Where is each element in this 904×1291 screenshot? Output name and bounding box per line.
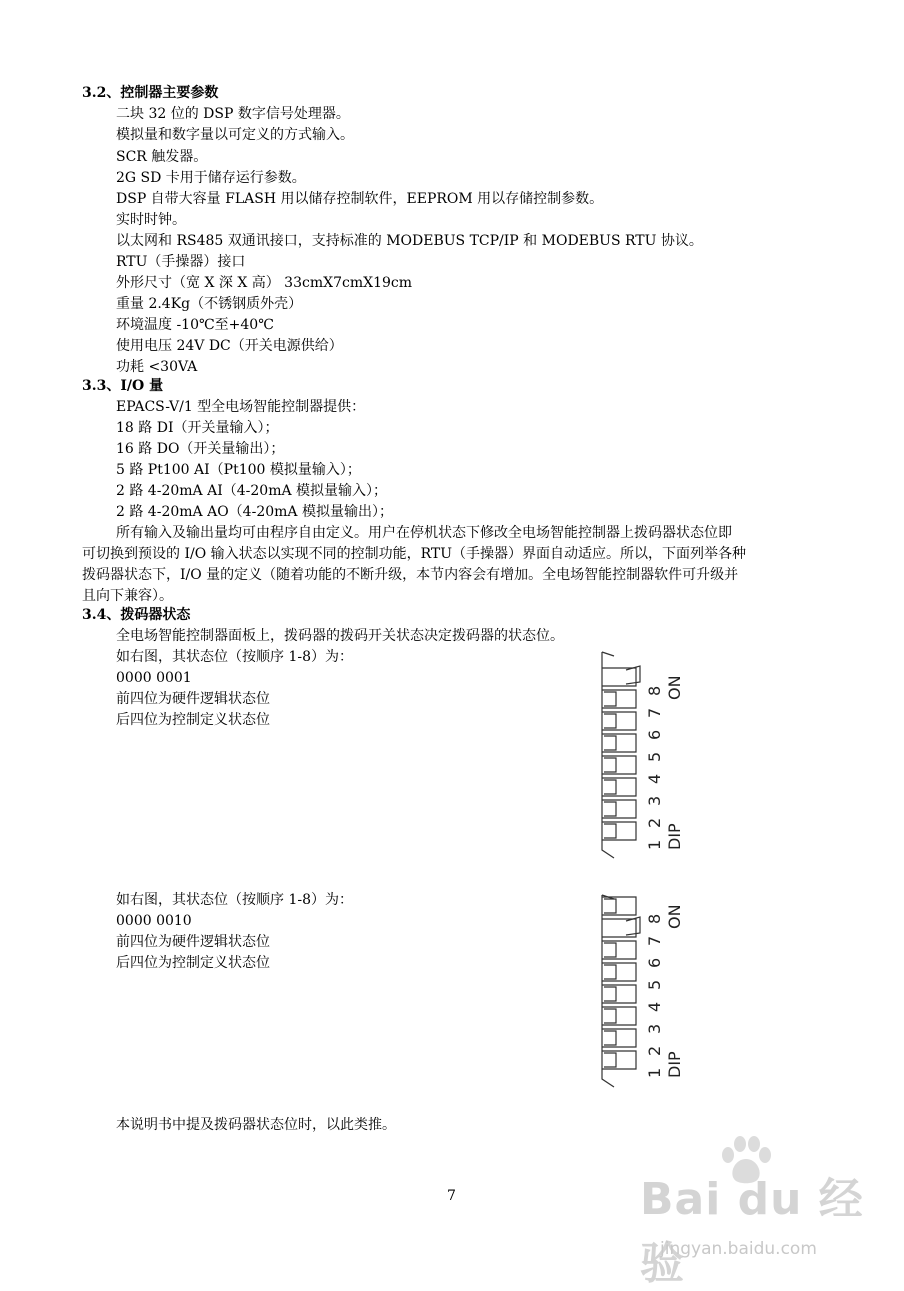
dip-intro: 全电场智能控制器面板上，拨码器的拨码开关状态决定拨码器的状态位。: [116, 628, 564, 644]
dip-number: 2: [645, 1045, 664, 1056]
dip-number: 2: [645, 817, 664, 828]
dip-number: 4: [645, 1001, 664, 1012]
watermark-url: jingyan.baidu.com: [660, 1239, 817, 1259]
on-label: ON: [665, 675, 684, 700]
spec-item: 2G SD 卡用于储存运行参数。: [116, 170, 306, 186]
page-number: 7: [447, 1188, 456, 1204]
dip-number: 8: [645, 913, 664, 924]
example1-line: 如右图，其状态位（按顺序 1-8）为：: [116, 649, 353, 665]
spec-item: 二块 32 位的 DSP 数字信号处理器。: [116, 106, 350, 122]
io-paragraph-line: 所有输入及输出量均可由程序自由定义。用户在停机状态下修改全电场智能控制器上拨码器状态位即: [116, 525, 732, 541]
example1-line: 后四位为控制定义状态位: [116, 712, 270, 728]
section-3-2-heading: 3.2、控制器主要参数: [82, 85, 219, 101]
baidu-watermark: [640, 1135, 890, 1289]
io-paragraph-line: 可切换到预设的 I/O 输入状态以实现不同的控制功能，RTU（手操器）界面自动适应。所以，下面列举各种: [82, 546, 747, 562]
dip-number: 3: [645, 1023, 664, 1034]
dip-number: 1: [645, 839, 664, 850]
io-item: 16 路 DO（开关量输出）；: [116, 441, 285, 457]
spec-item: 使用电压 24V DC（开关电源供给）: [116, 338, 343, 354]
spec-item: 功耗 <30VA: [116, 359, 198, 375]
example2-line: 后四位为控制定义状态位: [116, 955, 270, 971]
example1-state: 0000 0001: [116, 670, 192, 686]
dip-switch-5: [602, 963, 636, 981]
example2-state: 0000 0010: [116, 913, 192, 929]
example2-line: 如右图，其状态位（按顺序 1-8）为：: [116, 892, 353, 908]
switch-slots-2: [602, 897, 640, 1069]
example1-line: 前四位为硬件逻辑状态位: [116, 691, 270, 707]
example2-line: 前四位为硬件逻辑状态位: [116, 934, 270, 950]
dip-label: DIP: [665, 1051, 684, 1078]
dip-number: 6: [645, 957, 664, 968]
dip-switch-8: [602, 666, 640, 686]
io-item: 2 路 4-20mA AO（4-20mA 模拟量输出）；: [116, 504, 393, 520]
dip-number: 5: [645, 979, 664, 990]
dip-number: 7: [645, 707, 664, 718]
dip-number: 8: [645, 685, 664, 696]
dip-number: 4: [645, 773, 664, 784]
section-3-4-heading: 3.4、拨码器状态: [82, 607, 191, 623]
dip-switch-7: [602, 917, 640, 937]
spec-item: DSP 自带大容量 FLASH 用以储存控制软件，EEPROM 用以存储控制参数。: [116, 191, 604, 207]
dip-number: 1: [645, 1067, 664, 1078]
spec-item: 环境温度 -10℃至+40℃: [116, 317, 274, 333]
io-paragraph-line: 拨码器状态下，I/O 量的定义（随着功能的不断升级，本节内容会有增加。全电场智能控制器软件可升级并: [82, 567, 739, 583]
on-label: ON: [665, 904, 684, 929]
watermark-brand: Bai du 经验: [640, 1174, 864, 1289]
io-paragraph-line: 且向下兼容）。: [82, 588, 173, 604]
spec-item: 实时时钟。: [116, 212, 186, 228]
dip-switch-3: [602, 1007, 636, 1025]
dip-switch-8: [602, 897, 636, 915]
io-intro: EPACS-V/1 型全电场智能控制器提供：: [116, 399, 366, 415]
dip-number: 7: [645, 935, 664, 946]
spec-item: SCR 触发器。: [116, 149, 208, 165]
dip-number: 6: [645, 729, 664, 740]
io-item: 2 路 4-20mA AI（4-20mA 模拟量输入）；: [116, 483, 388, 499]
dip-number: 5: [645, 751, 664, 762]
section-3-3-heading: 3.3、I/O 量: [82, 378, 164, 394]
dip-switch-1: [602, 1051, 636, 1069]
spec-item: 重量 2.4Kg（不锈钢质外壳）: [116, 296, 303, 312]
dip-switch-3: [602, 778, 636, 796]
dip-switch-4: [602, 756, 636, 774]
dip-switch-5: [602, 734, 636, 752]
spec-item: 模拟量和数字量以可定义的方式输入。: [116, 127, 354, 143]
dip-switch-diagram-2: [592, 893, 702, 1103]
dip-switch-1: [602, 822, 636, 840]
dip-label: DIP: [665, 823, 684, 850]
spec-item: 以太网和 RS485 双通讯接口，支持标准的 MODEBUS TCP/IP 和 MODEBUS RTU 协议。: [116, 233, 703, 249]
io-item: 18 路 DI（开关量输入）；: [116, 420, 279, 436]
dip-switch-7: [602, 690, 636, 708]
dip-switch-6: [602, 712, 636, 730]
spec-item: RTU（手操器）接口: [116, 254, 246, 270]
switch-slots-1: [602, 666, 640, 840]
dip-switch-2: [602, 1029, 636, 1047]
io-item: 5 路 Pt100 AI（Pt100 模拟量输入）；: [116, 462, 361, 478]
dip-number: 3: [645, 795, 664, 806]
spec-item: 外形尺寸（宽 X 深 X 高） 33cmX7cmX19cm: [116, 275, 413, 291]
closing-note: 本说明书中提及拨码器状态位时，以此类推。: [116, 1117, 396, 1133]
dip-switch-6: [602, 941, 636, 959]
dip-switch-4: [602, 985, 636, 1003]
dip-switch-2: [602, 800, 636, 818]
dip-switch-diagram-1: [592, 650, 702, 860]
